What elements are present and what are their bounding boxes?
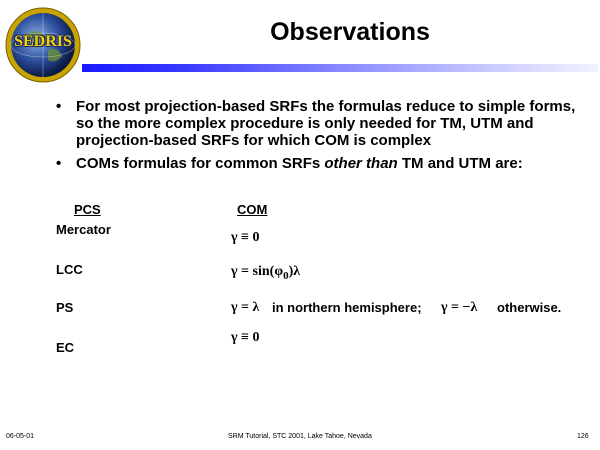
title-underline-bar — [82, 64, 598, 72]
formula-lcc-post: )λ — [288, 264, 301, 279]
bullet-dot-icon: • — [56, 98, 62, 115]
bullet-item — [56, 98, 586, 149]
formula-mercator: γ ≡ 0 — [231, 230, 260, 245]
formula-lcc-subscript: 0 — [283, 269, 289, 282]
formula-ps-other: γ = −λ — [441, 300, 478, 315]
footer-date: 06-05-01 — [6, 433, 35, 440]
note-otherwise: otherwise. — [497, 300, 562, 315]
slide-title: Observations — [270, 18, 430, 46]
logo-text: SEDRIS — [14, 33, 72, 50]
row-label-lcc: LCC — [56, 262, 83, 277]
formula-lcc-pre: γ = sin(φ — [231, 264, 284, 279]
row-label-mercator: Mercator — [56, 222, 111, 237]
column-header-pcs: PCS — [74, 202, 101, 217]
bullet-dot-icon: • — [56, 155, 62, 172]
bullet-text: For most projection-based SRFs the formulas reduce to simple forms, so the more complex procedure is only needed for TM, UTM and projection-based SRFs for which COM is complex — [76, 98, 576, 149]
row-label-ps: PS — [56, 300, 74, 315]
bullet-item — [56, 155, 586, 172]
bullet-text-pre: COMs formulas for common SRFs — [76, 155, 325, 172]
bullet-list — [56, 98, 586, 178]
footer-event: SRM Tutorial, STC 2001, Lake Tahoe, Nevada — [228, 433, 372, 440]
footer-page-number: 126 — [577, 433, 589, 440]
row-label-ec: EC — [56, 340, 75, 355]
bullet-text-emphasis: other than — [324, 155, 398, 172]
formula-ps-north: γ = λ — [231, 300, 260, 315]
formula-lcc — [231, 264, 300, 282]
note-northern-hemisphere: in northern hemisphere; — [272, 300, 422, 315]
formula-ec: γ ≡ 0 — [231, 330, 260, 345]
bullet-text-post: TM and UTM are: — [397, 155, 523, 172]
column-header-com: COM — [237, 202, 268, 217]
